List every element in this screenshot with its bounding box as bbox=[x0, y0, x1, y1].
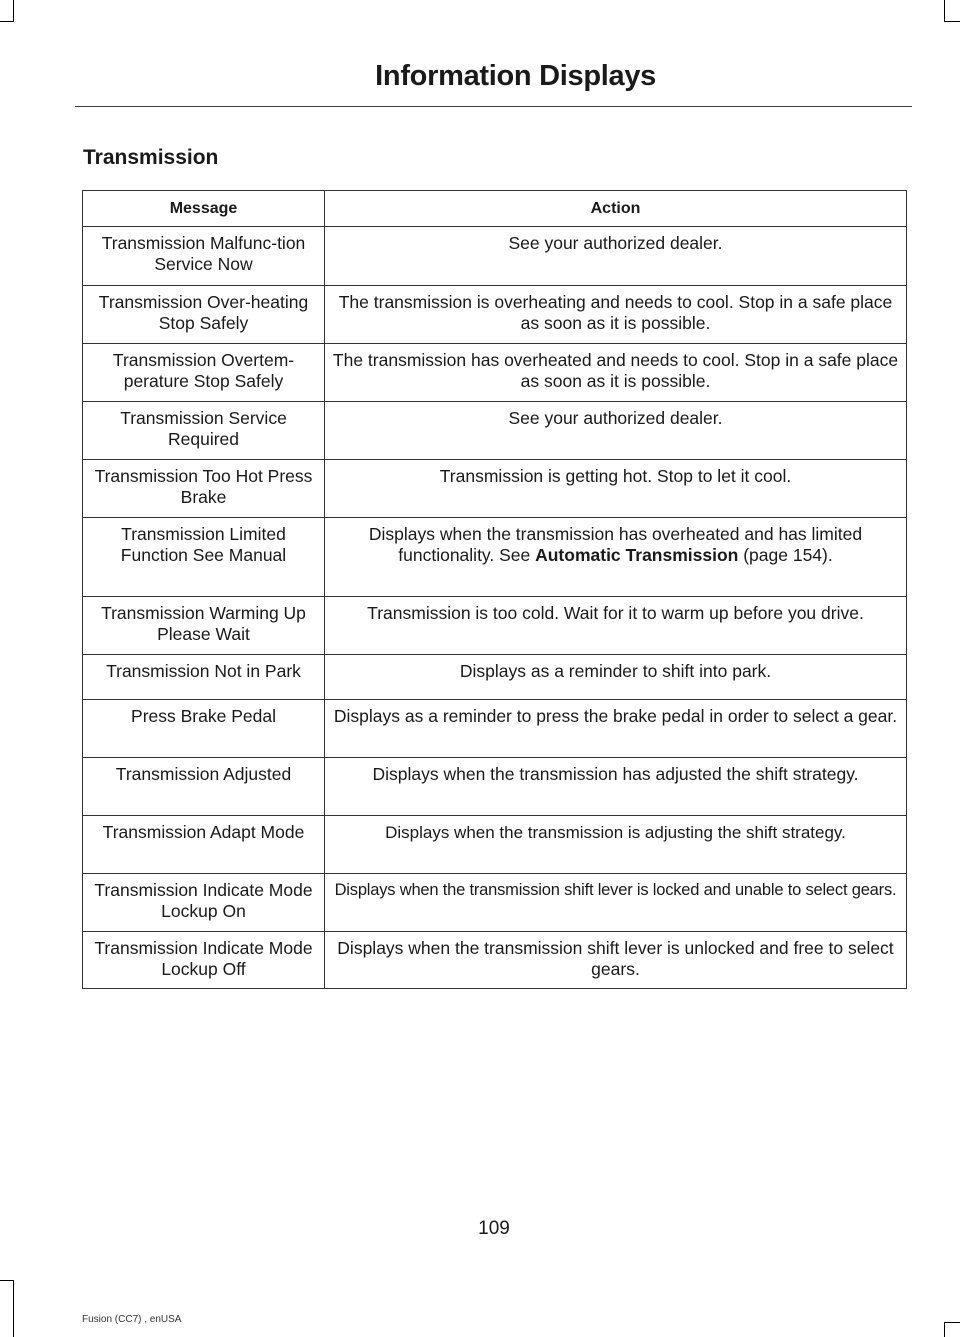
table-row bbox=[83, 758, 907, 816]
action-cell bbox=[325, 518, 907, 597]
action-cell: Displays as a reminder to shift into park. bbox=[325, 655, 907, 700]
action-cell: Transmission is getting hot. Stop to let it cool. bbox=[325, 460, 907, 518]
table-row bbox=[83, 344, 907, 402]
page-header-title: Information Displays bbox=[375, 60, 656, 92]
action-cell: Displays when the transmission shift lever is locked and unable to select gears. bbox=[325, 874, 907, 932]
table-row bbox=[83, 460, 907, 518]
message-cell: Transmission Service Required bbox=[83, 402, 325, 460]
action-cell: The transmission is overheating and needs to cool. Stop in a safe place as soon as it is possible. bbox=[325, 286, 907, 344]
action-cell: See your authorized dealer. bbox=[325, 227, 907, 286]
table-header-row bbox=[83, 191, 907, 227]
table-row bbox=[83, 816, 907, 874]
action-cell: Displays when the transmission has adjusted the shift strategy. bbox=[325, 758, 907, 816]
action-text: Displays when the transmission has overheated and has limited functionality. See bbox=[368, 524, 863, 565]
action-cell: Displays when the transmission is adjusting the shift strategy. bbox=[325, 816, 907, 874]
message-cell: Transmission Warming Up Please Wait bbox=[83, 597, 325, 655]
message-cell: Transmission Adapt Mode bbox=[83, 816, 325, 874]
action-cell: Displays when the transmission shift lever is unlocked and free to select gears. bbox=[325, 932, 907, 989]
message-cell: Press Brake Pedal bbox=[83, 700, 325, 758]
transmission-messages-table bbox=[82, 190, 907, 989]
crop-mark bbox=[0, 1280, 14, 1281]
crop-mark bbox=[0, 21, 14, 22]
page-number: 109 bbox=[478, 1218, 510, 1239]
header-divider bbox=[75, 106, 912, 107]
table-row bbox=[83, 932, 907, 989]
table-row bbox=[83, 597, 907, 655]
message-cell: Transmission Indicate Mode Lockup On bbox=[83, 874, 325, 932]
table-row bbox=[83, 402, 907, 460]
action-cell: Displays as a reminder to press the brake pedal in order to select a gear. bbox=[325, 700, 907, 758]
action-cell: See your authorized dealer. bbox=[325, 402, 907, 460]
action-cell: Transmission is too cold. Wait for it to warm up before you drive. bbox=[325, 597, 907, 655]
action-cell: The transmission has overheated and needs to cool. Stop in a safe place as soon as it is possible. bbox=[325, 344, 907, 402]
action-text: (page 154). bbox=[738, 545, 833, 565]
crop-mark bbox=[944, 1322, 960, 1323]
cross-reference-link[interactable]: Automatic Transmission bbox=[535, 545, 739, 565]
section-title: Transmission bbox=[83, 146, 219, 169]
crop-mark bbox=[944, 1322, 945, 1337]
crop-mark bbox=[13, 0, 14, 22]
message-cell: Transmission Limited Function See Manual bbox=[83, 518, 325, 597]
table-row bbox=[83, 518, 907, 597]
table-row bbox=[83, 700, 907, 758]
table-row bbox=[83, 227, 907, 286]
table-row bbox=[83, 286, 907, 344]
message-cell: Transmission Malfunc-tion Service Now bbox=[83, 227, 325, 286]
message-cell: Transmission Adjusted bbox=[83, 758, 325, 816]
message-cell: Transmission Indicate Mode Lockup Off bbox=[83, 932, 325, 989]
column-header-action: Action bbox=[325, 191, 907, 227]
crop-mark bbox=[13, 1280, 14, 1337]
table-row bbox=[83, 874, 907, 932]
crop-mark bbox=[944, 21, 960, 22]
message-cell: Transmission Not in Park bbox=[83, 655, 325, 700]
message-cell: Transmission Too Hot Press Brake bbox=[83, 460, 325, 518]
message-cell: Transmission Over-heating Stop Safely bbox=[83, 286, 325, 344]
column-header-message: Message bbox=[83, 191, 325, 227]
message-cell: Transmission Overtem-perature Stop Safely bbox=[83, 344, 325, 402]
table-row bbox=[83, 655, 907, 700]
crop-mark bbox=[944, 0, 945, 22]
edition-label: Fusion (CC7) , enUSA bbox=[82, 1314, 182, 1325]
